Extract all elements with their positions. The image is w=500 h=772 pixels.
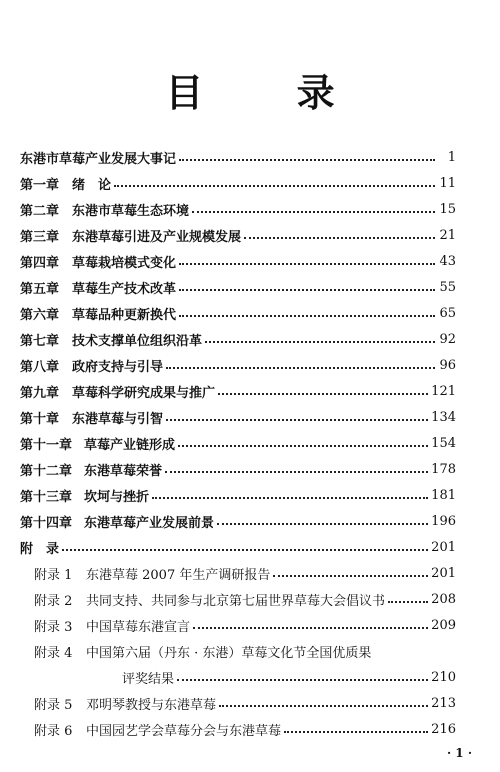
toc-entry[interactable] [20,352,456,378]
appendix-title: 中国第六届（丹东 · 东港）草莓文化节全国优质果 [86,645,372,661]
appendix-page: 210 [431,669,456,685]
leader-dots [217,523,428,525]
appendix-label: 附录 1 [34,567,73,583]
toc-entry[interactable] [20,170,456,196]
appendix-title: 邓明琴教授与东港草莓 [86,697,217,713]
leader-dots [218,393,428,395]
toc-entry-title: 技术支撑单位组织沿革 [72,333,203,349]
toc-entry-title: 政府支持与引导 [72,359,164,375]
appendix-title: 中国园艺学会草莓分会与东港草莓 [86,723,282,739]
toc-entry[interactable] [20,534,456,560]
leader-dots [177,679,428,681]
toc-entry[interactable] [20,222,456,248]
toc-entry[interactable] [20,326,456,352]
leader-dots [244,237,435,239]
toc-entry-page: 55 [439,279,456,295]
toc-entry-page: 154 [431,435,456,451]
appendix-page: 216 [431,721,456,737]
toc-chapter-number: 第九章 [20,385,60,401]
toc-entry-page: 201 [431,539,456,555]
toc-entry-page: 134 [431,409,456,425]
page-number: · 1 · [446,746,472,760]
leader-dots [166,419,428,421]
leader-dots [193,627,428,629]
toc-entry-title: 东港市草莓生态环境 [72,203,190,219]
appendix-title: 评奖结果 [122,671,175,687]
appendix-page: 209 [431,617,456,633]
toc-entry[interactable] [20,144,456,170]
toc-entry-page: 1 [447,149,456,165]
appendix-entry[interactable] [20,612,456,638]
toc-entry[interactable] [20,196,456,222]
leader-dots [388,601,428,603]
leader-dots [192,211,435,213]
appendix-title: 共同支持、共同参与北京第七届世界草莓大会倡议书 [86,593,386,609]
toc-chapter-number: 第十三章 [20,489,73,505]
appendix-title: 东港草莓 2007 年生产调研报告 [86,567,271,583]
toc-entry-title: 草莓产业链形成 [84,437,176,453]
toc-entry-page: 21 [439,227,456,243]
toc-chapter-number: 第十二章 [20,463,73,479]
appendix-label: 附录 2 [34,593,73,609]
toc-entry[interactable] [20,248,456,274]
leader-dots [179,263,435,265]
leader-dots [219,705,428,707]
toc-entry-page: 121 [431,383,456,399]
leader-dots [178,445,428,447]
toc-chapter-number: 第六章 [20,307,60,323]
toc-entry-page: 43 [439,253,456,269]
appendix-entry-continued[interactable] [20,664,456,690]
toc-entry-title: 附 录 [20,541,60,557]
toc-entry-title: 东港草莓产业发展前景 [84,515,215,531]
toc-entry-page: 65 [439,305,456,321]
leader-dots [62,549,428,551]
appendix-entry[interactable] [20,560,456,586]
toc-entry-title: 草莓品种更新换代 [72,307,177,323]
appendix-label: 附录 5 [34,697,73,713]
appendix-entry[interactable] [20,638,456,664]
toc-entry-page: 196 [431,513,456,529]
toc-entry-page: 11 [439,175,456,191]
leader-dots [166,367,435,369]
leader-dots [205,341,435,343]
toc-chapter-number: 第一章 [20,177,60,193]
toc-entry-title: 东港草莓荣誉 [84,463,163,479]
toc-chapter-number: 第五章 [20,281,60,297]
toc-chapter-number: 第十四章 [20,515,73,531]
toc-entry[interactable] [20,482,456,508]
toc-entry-title: 草莓栽培模式变化 [72,255,177,271]
toc-chapter-number: 第十章 [20,411,60,427]
toc-entry-title: 东港市草莓产业发展大事记 [20,151,177,167]
toc-entry-page: 92 [439,331,456,347]
leader-dots [179,289,435,291]
toc-chapter-number: 第十一章 [20,437,73,453]
toc-chapter-number: 第三章 [20,229,60,245]
appendix-label: 附录 3 [34,619,73,635]
appendix-title: 中国草莓东港宣言 [86,619,191,635]
toc-entry-title: 草莓科学研究成果与推广 [72,385,216,401]
appendix-label: 附录 4 [34,645,73,661]
toc-entry-title: 东港草莓与引智 [72,411,164,427]
toc-entry-page: 15 [439,201,456,217]
leader-dots [179,159,435,161]
toc-entry-title: 绪 论 [72,177,112,193]
appendix-label: 附录 6 [34,723,73,739]
toc-entry-page: 178 [431,461,456,477]
appendix-page: 213 [431,695,456,711]
toc-chapter-number: 第八章 [20,359,60,375]
leader-dots [284,731,428,733]
appendix-page: 201 [431,565,456,581]
toc-entry[interactable] [20,430,456,456]
toc-entry[interactable] [20,456,456,482]
toc-entry[interactable] [20,508,456,534]
toc-chapter-number: 第四章 [20,255,60,271]
toc-entry[interactable] [20,378,456,404]
leader-dots [152,497,428,499]
appendix-entry[interactable] [20,716,456,742]
toc-entry[interactable] [20,404,456,430]
appendix-entry[interactable] [20,690,456,716]
toc-entry-title: 坎坷与挫折 [84,489,150,505]
toc-entry-page: 181 [431,487,456,503]
leader-dots [114,185,435,187]
toc-chapter-number: 第七章 [20,333,60,349]
leader-dots [165,471,428,473]
toc-entry-title: 草莓生产技术改革 [72,281,177,297]
toc-entry[interactable] [20,300,456,326]
toc-entry[interactable] [20,274,456,300]
page-title: 目 录 [165,70,375,115]
toc-entry-page: 96 [439,357,456,373]
leader-dots [179,315,435,317]
leader-dots [273,575,428,577]
table-of-contents [20,144,456,742]
toc-chapter-number: 第二章 [20,203,60,219]
appendix-entry[interactable] [20,586,456,612]
toc-entry-title: 东港草莓引进及产业规模发展 [72,229,242,245]
appendix-page: 208 [431,591,456,607]
